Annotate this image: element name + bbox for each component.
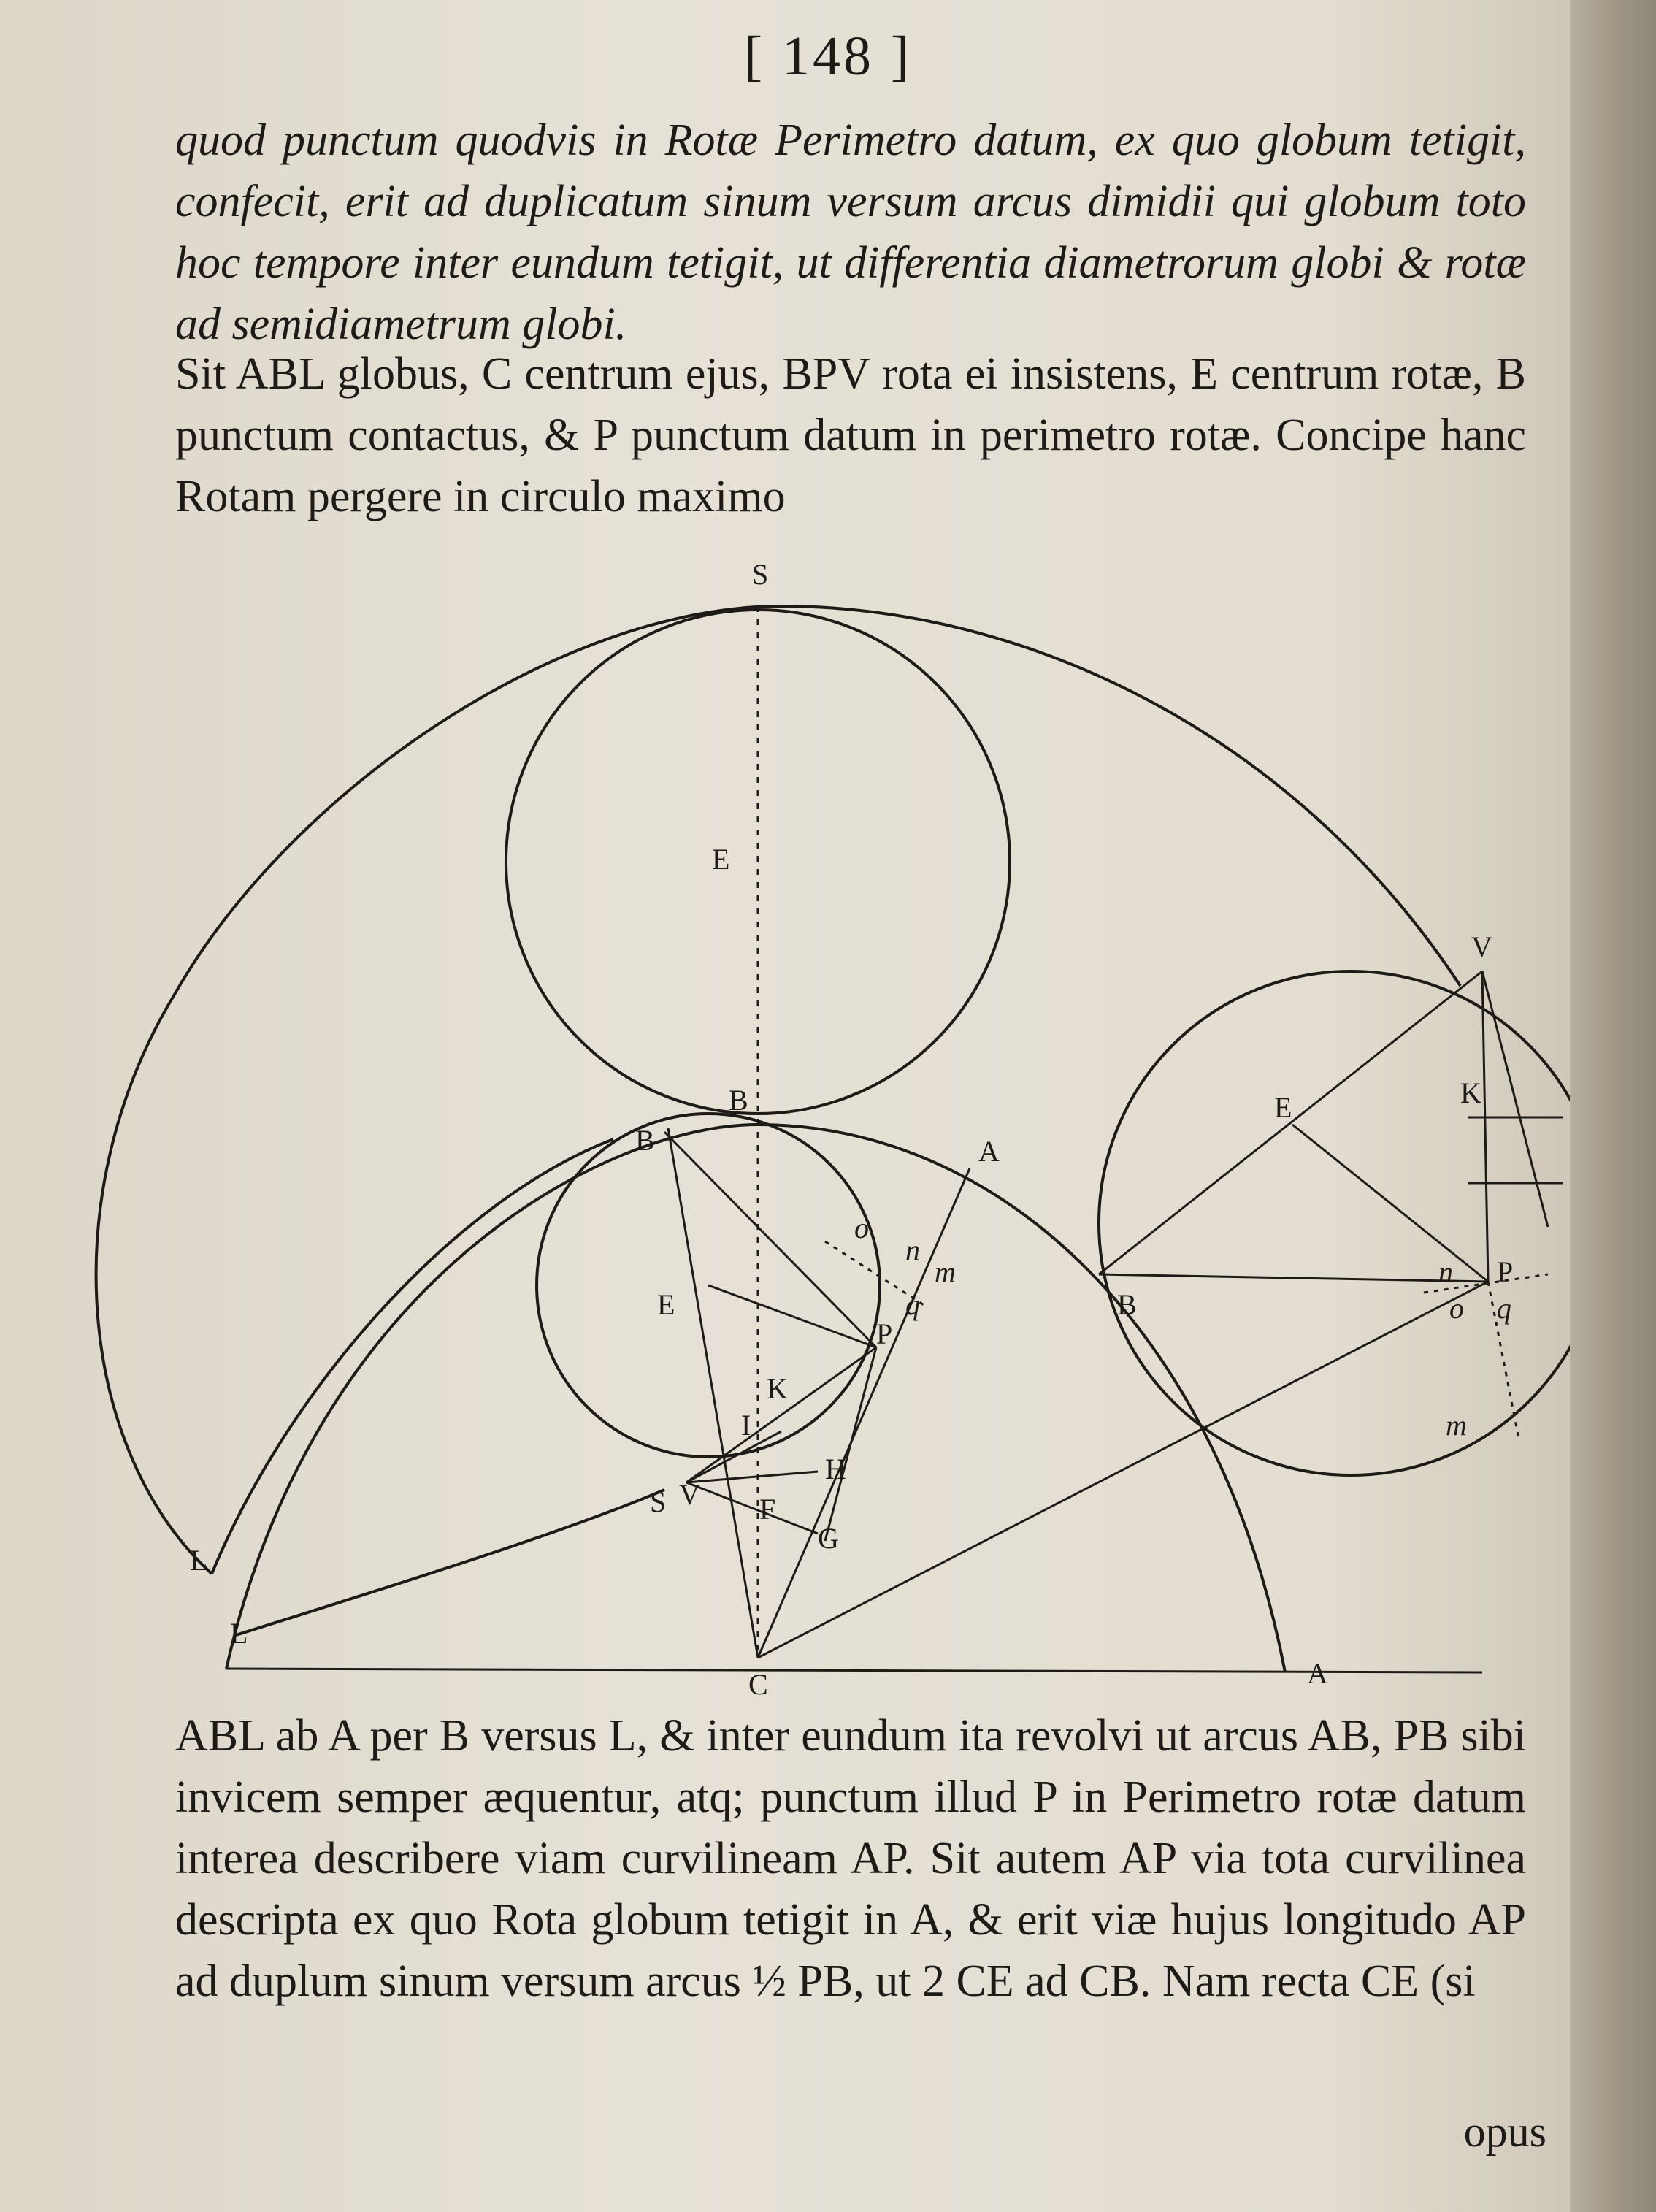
geometric-figure	[51, 540, 1570, 1738]
line-V-to-P-right	[1482, 971, 1488, 1282]
paragraph-description	[175, 1705, 1526, 2012]
label-A-mid: A	[978, 1135, 1000, 1168]
label-m-right: m	[1446, 1409, 1467, 1442]
figure-svg	[51, 540, 1570, 1738]
label-q-right: q	[1497, 1292, 1511, 1325]
paragraph-2-text: Sit ABL globus, C centrum ejus, BPV rota ei insistens, E centrum rotæ, B punctum contactus, & P punctum datum in perimetro rotæ. Concipe hanc Rotam pergere in circulo maximo	[175, 349, 1526, 521]
line-V-to-G	[686, 1482, 818, 1534]
base-line	[226, 1669, 1482, 1672]
label-K-left: K	[767, 1372, 788, 1405]
line-V-to-K-right	[1482, 971, 1548, 1227]
line-E-right-to-P	[1292, 1125, 1488, 1282]
label-G-left: G	[818, 1522, 839, 1555]
label-E-right: E	[1274, 1091, 1292, 1124]
label-L-upper: L	[190, 1544, 208, 1577]
label-K-right: K	[1460, 1076, 1481, 1109]
line-P-to-V	[686, 1347, 876, 1482]
label-V-left: V	[679, 1478, 700, 1511]
line-P-to-K	[825, 1347, 876, 1541]
paragraph-setup	[175, 343, 1526, 527]
label-n-left: n	[905, 1233, 920, 1266]
label-F-left: F	[759, 1493, 776, 1526]
label-B-right: B	[1117, 1288, 1137, 1321]
label-S-left: S	[650, 1485, 667, 1518]
label-S-top: S	[752, 558, 769, 591]
line-E-to-P	[708, 1285, 876, 1347]
paragraph-1-text: quod punctum quodvis in Rotæ Perimetro datum, ex quo globum tetigit, confecit, erit ad duplicatum sinum versum arcus dimidii qui globum toto hoc tempore inter eundum tetigit, ut differentia diametrorum globi & rotæ ad semidiametrum globi.	[175, 115, 1526, 349]
label-P-right: P	[1497, 1255, 1514, 1288]
page-number: [ 148 ]	[743, 26, 913, 87]
label-E-left: E	[657, 1288, 675, 1321]
inner-curve	[234, 1490, 664, 1636]
label-m-left: m	[935, 1255, 956, 1288]
label-B-top: B	[729, 1084, 748, 1117]
outer-curve	[96, 606, 1460, 1574]
paragraph-3-text: ABL ab A per B versus L, & inter eundum ita revolvi ut arcus AB, PB sibi invicem semper æquentur, atq; punctum illud P in Perimetro rotæ datum interea describere viam curvilineam AP. Sit autem AP via tota curvilinea descripta ex quo Rota globum tetigit in A, & erit viæ hujus longitudo AP ad duplum sinum versum arcus ½ PB, ut 2 CE ad CB. Nam recta CE (si	[175, 1711, 1526, 2006]
label-H-left: H	[825, 1453, 846, 1485]
catchword: opus	[1463, 2108, 1546, 2156]
label-n-right: n	[1438, 1255, 1453, 1288]
label-o-right: o	[1449, 1292, 1464, 1325]
line-B-to-P	[664, 1132, 876, 1347]
label-I-left: I	[741, 1409, 751, 1442]
label-C-center: C	[748, 1668, 768, 1701]
label-q-left: q	[905, 1288, 920, 1321]
line-C-to-B-left	[668, 1128, 758, 1658]
book-spine	[1570, 0, 1656, 2212]
line-B-right-to-P	[1099, 1274, 1488, 1282]
paragraph-continuation	[175, 110, 1526, 355]
label-E-top: E	[712, 843, 730, 876]
label-P-left: P	[876, 1317, 893, 1350]
label-B-left: B	[635, 1124, 655, 1157]
label-L-lower: L	[230, 1617, 248, 1650]
right-rota-circle	[1099, 971, 1570, 1475]
globe-arc	[226, 1125, 1285, 1672]
label-A-right: A	[1307, 1657, 1328, 1690]
label-o-left: o	[854, 1212, 869, 1244]
label-V-right: V	[1471, 930, 1492, 963]
line-V-to-H	[686, 1472, 818, 1482]
